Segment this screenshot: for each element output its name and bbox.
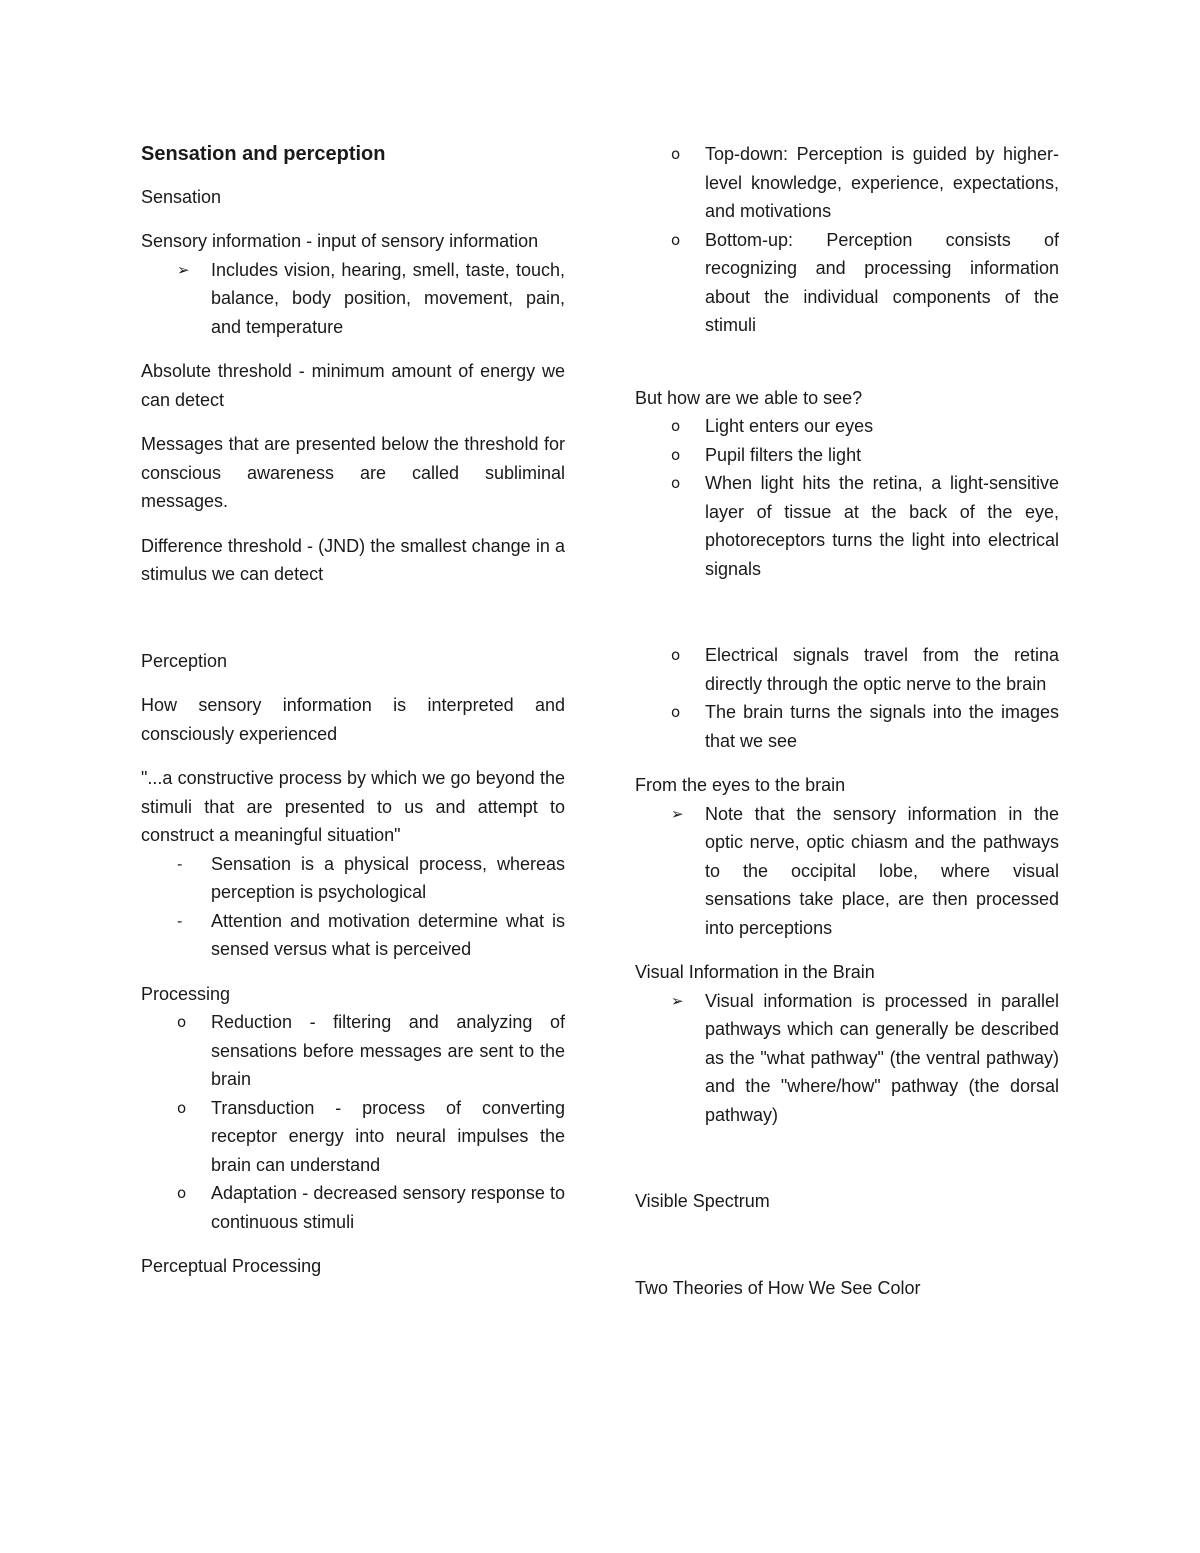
perceptual-processing-heading: Perceptual Processing (141, 1256, 322, 1276)
how-we-see-question: But how are we able to see? (635, 387, 863, 408)
arrow-bullet-icon: ➢ (671, 991, 684, 1010)
list-item: - Attention and motivation determine what is sensed versus what is perceived (141, 907, 565, 964)
perception-heading: Perception (141, 650, 228, 671)
arrow-bullet-icon: ➢ (671, 804, 684, 823)
perception-definition: How sensory information is interpreted and consciously experienced (141, 695, 565, 744)
electrical-signals-list (635, 641, 1059, 755)
list-item: - Sensation is a physical process, whereas perception is psychological (141, 850, 565, 907)
difference-threshold-definition: Difference threshold - (JND) the smallest change in a stimulus we can detect (141, 535, 565, 584)
dash-bullet-icon: - (177, 854, 183, 873)
perception-dash-list (141, 850, 565, 964)
sensory-information-definition: Sensory information - input of sensory information (141, 231, 539, 251)
how-we-see-list (635, 412, 1059, 583)
processing-heading: Processing (141, 983, 231, 1004)
circle-bullet-icon: o (671, 230, 681, 249)
left-column (141, 140, 565, 1281)
list-item: ➢ Includes vision, hearing, smell, taste, touch, balance, body position, movement, pain, and temperature (141, 256, 565, 342)
list-item: ➢ Visual information is processed in parallel pathways which can generally be described as the "what pathway" (the ventral pathway) and the "where/how" pathway (the dorsal pathway) (635, 987, 1059, 1130)
circle-bullet-icon: o (671, 145, 681, 163)
processing-list (141, 1008, 565, 1236)
circle-bullet-icon: o (671, 646, 681, 664)
absolute-threshold-definition: Absolute threshold - minimum amount of energy we can detect (141, 361, 565, 410)
visual-information-list (635, 987, 1059, 1130)
list-item: o Adaptation - decreased sensory response to continuous stimuli (141, 1179, 565, 1236)
list-item: o Electrical signals travel from the retina directly through the optic nerve to the brain (635, 641, 1059, 698)
sensation-includes-list (141, 256, 565, 342)
list-item: ➢ Note that the sensory information in the optic nerve, optic chiasm and the pathways to the occipital lobe, where visual sensations take place, are then processed into perceptions (635, 800, 1059, 943)
list-item: o Light enters our eyes (635, 412, 1059, 441)
list-item: o Transduction - process of converting receptor energy into neural impulses the brain can understand (141, 1094, 565, 1180)
list-item: o The brain turns the signals into the images that we see (635, 698, 1059, 755)
document-title: Sensation and perception (141, 143, 386, 165)
perception-quote: "...a constructive process by which we go beyond the stimuli that are presented to us and attempt to construct a meaningful situation" (141, 768, 565, 845)
list-item: o Pupil filters the light (635, 441, 1059, 470)
color-theories-heading: Two Theories of How We See Color (635, 1277, 921, 1298)
perceptual-processing-list (635, 140, 1059, 340)
subliminal-messages-text: Messages that are presented below the threshold for conscious awareness are called subliminal messages. (141, 434, 565, 511)
circle-bullet-icon: o (671, 445, 681, 464)
eyes-to-brain-heading: From the eyes to the brain (635, 775, 846, 795)
arrow-bullet-icon: ➢ (177, 260, 190, 279)
circle-bullet-icon: o (177, 1098, 187, 1117)
list-item: o Bottom-up: Perception consists of recognizing and processing information about the individual components of the stimuli (635, 226, 1059, 340)
circle-bullet-icon: o (177, 1013, 187, 1031)
visible-spectrum-heading: Visible Spectrum (635, 1191, 770, 1211)
sensation-heading: Sensation (141, 186, 222, 207)
right-column (635, 140, 1059, 1302)
dash-bullet-icon: - (177, 911, 183, 930)
circle-bullet-icon: o (671, 474, 681, 492)
circle-bullet-icon: o (177, 1184, 187, 1202)
circle-bullet-icon: o (671, 417, 681, 435)
list-item: o Reduction - filtering and analyzing of sensations before messages are sent to the brain (141, 1008, 565, 1094)
eyes-to-brain-list (635, 800, 1059, 943)
circle-bullet-icon: o (671, 703, 681, 721)
list-item: o When light hits the retina, a light-sensitive layer of tissue at the back of the eye, photoreceptors turns the light into electrical signals (635, 469, 1059, 583)
list-item: o Top-down: Perception is guided by higher-level knowledge, experience, expectations, and motivations (635, 140, 1059, 226)
visual-information-heading: Visual Information in the Brain (635, 962, 875, 982)
